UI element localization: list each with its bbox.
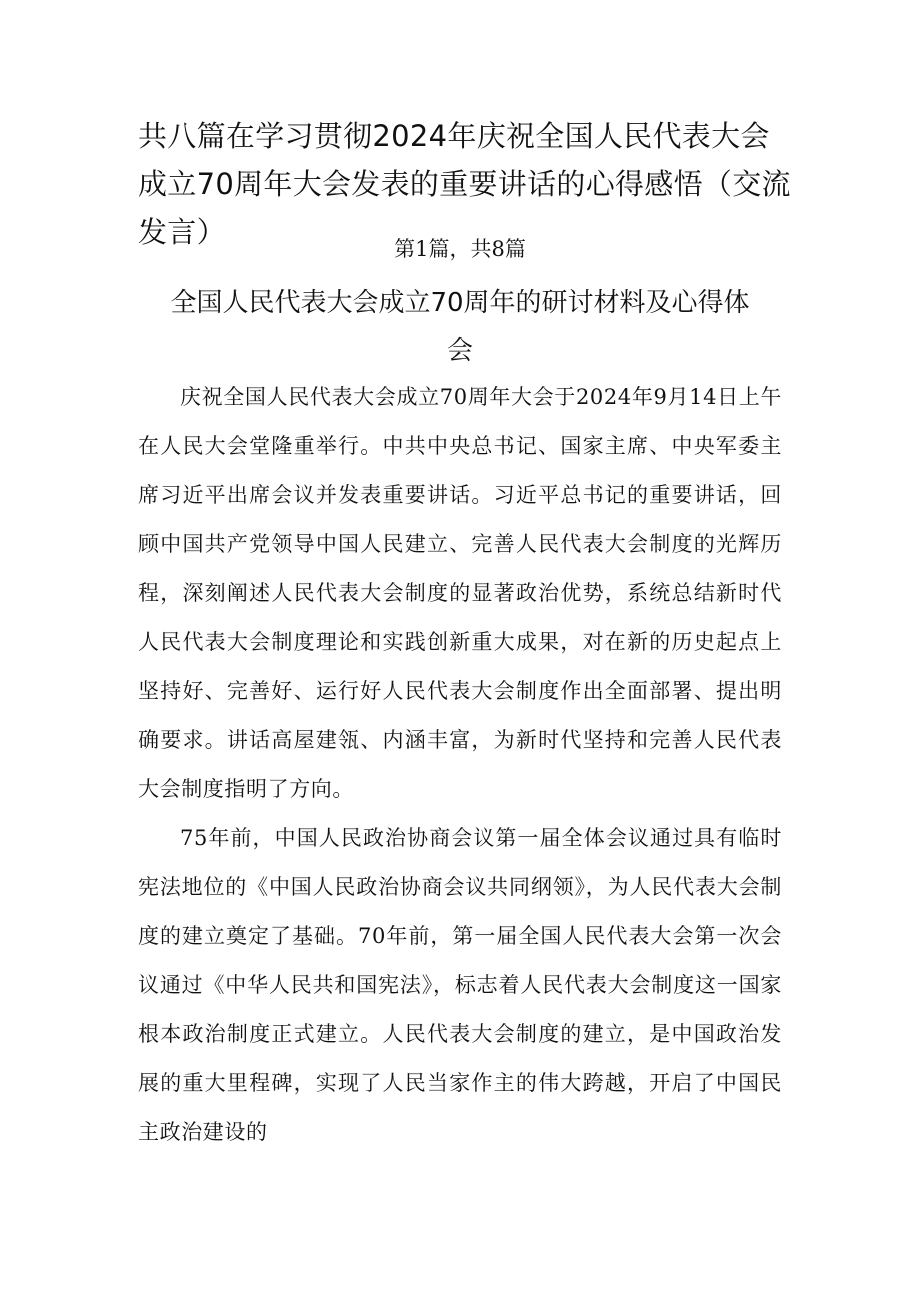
body-paragraph: 庆祝全国人民代表大会成立70周年大会于2024年9月14日上午在人民大会堂隆重举行。中共中央总书记、国家主席、中央军委主席习近平出席会议并发表重要讲话。习近平总书记的重要讲话，回顾中国共产党领导中国人民建立、完善人民代表大会制度的光辉历程，深刻阐述人民代表大会制度的显著政治优势，系统总结新时代人民代表大会制度理论和实践创新重大成果，对在新的历史起点上坚持好、完善好、运行好人民代表大会制度作出全面部署、提出明确要求。讲话高屋建瓴、内涵丰富，为新时代坚持和完善人民代表大会制度指明了方向。 (138, 385, 782, 801)
document-title: 共八篇在学习贯彻2024年庆祝全国人民代表大会成立70周年大会发表的重要讲话的心得感悟（交流发言） (138, 119, 791, 249)
article-body (138, 373, 782, 1157)
article-subtitle: 全国人民代表大会成立70周年的研讨材料及心得体会 (170, 288, 750, 366)
body-paragraph: 75年前，中国人民政治协商会议第一届全体会议通过具有临时宪法地位的《中国人民政治协商会议共同纲领》，为人民代表大会制度的建立奠定了基础。70年前，第一届全国人民代表大会第一次会议通过《中华人民共和国宪法》，标志着人民代表大会制度这一国家根本政治制度正式建立。人民代表大会制度的建立，是中国政治发展的重大里程碑，实现了人民当家作主的伟大跨越，开启了中国民主政治建设的 (138, 826, 782, 1144)
part-label: 第1篇，共8篇 (394, 237, 526, 261)
